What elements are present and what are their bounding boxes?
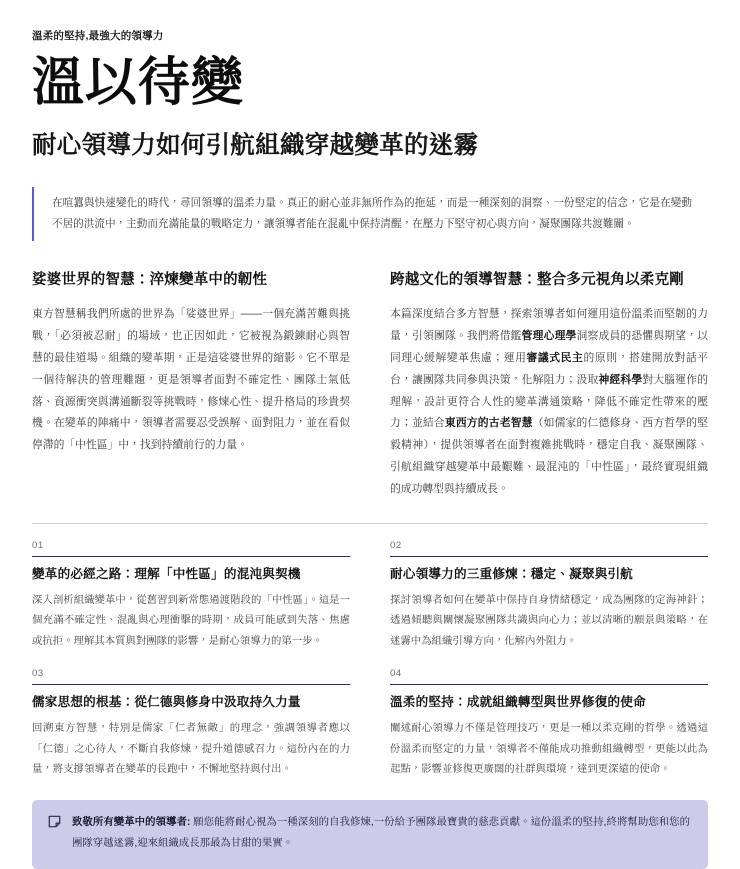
numbered-card	[390, 668, 708, 780]
body-run: 對大腦運作的理解，設計更符合人性的變革溝通策略，降低不確定性帶來的壓力；並結合	[390, 373, 709, 430]
card-heading: 耐心領導力的三重修煉：穩定、凝聚與引航	[390, 567, 634, 582]
page-title: 溫以待變	[32, 53, 245, 112]
callout-text	[72, 813, 690, 854]
body-run: 的原則，搭建開放對話平台，讓團隊共同參與決策，化解阻力；汲取	[390, 352, 709, 386]
card-number: 03	[32, 667, 44, 679]
card-heading: 儒家思想的根基：從仁德與修身中汲取持久力量	[32, 695, 301, 710]
body-run: 洞察成員的恐懼與期望，以同理心緩解變革焦慮；運用	[390, 330, 709, 365]
essay-columns	[32, 271, 708, 501]
card-body: 深入剖析組織變革中，從舊習到新常態過渡階段的「中性區」。這是一個充滿不確定性、混亂與心理衝擊的時期，成員可能感到失落、焦慮或抗拒。理解其本質與對團隊的影響，是耐心領導力的第一步。	[32, 595, 350, 647]
card-number: 04	[390, 667, 402, 679]
essay-column-left	[32, 271, 350, 501]
numbered-card	[390, 540, 708, 652]
intro-blockquote	[32, 187, 708, 241]
card-body: 闡述耐心領導力不僅是管理技巧，更是一種以柔克剛的哲學。透過這份溫柔而堅定的力量，領導者不僅能成功推動組織轉型，更能以此為起點，影響並修復更廣闊的社群與環境，達到更深遠的使命。	[390, 723, 708, 776]
essay-body-right	[390, 304, 708, 500]
emphasis-term: 神經科學	[598, 373, 643, 386]
emphasis-term: 東西方的古老智慧	[444, 417, 533, 430]
essay-body-left: 東方智慧稱我們所處的世界為「娑婆世界」——一個充滿苦難與挑戰，「必須被忍耐」的場域，也正因如此，它被視為鍛鍊耐心與智慧的最佳道場。組織的變革期，正是這娑婆世界的縮影。它不單是一個待解決的管理難題，更是領導者面對不確定性、團隊士氣低落、資源衝突與溝通斷裂等挑戰時，修煉心性、提升格局的珍貴契機。在變革的陣痛中，領導者需要忍受誤解、面對阻力，並在看似停滯的「中性區」中，找到持續前行的力量。	[32, 308, 350, 452]
card-rule	[32, 556, 350, 557]
card-heading: 變革的必經之路：理解「中性區」的混沌與契機	[32, 567, 301, 582]
essay-column-right	[390, 271, 708, 501]
card-number: 01	[32, 539, 44, 551]
body-run: 本篇深度結合多方智慧，探索領導者如何運用這份溫柔而堅韌的力量，引領團隊。我們將借鑑	[390, 308, 708, 343]
page-subtitle: 耐心領導力如何引航組織穿越變革的迷霧	[32, 131, 479, 159]
intro-text: 在喧囂與快速變化的時代，尋回領導的溫柔力量。真正的耐心並非無所作為的拖延，而是一種深刻的洞察、一份堅定的信念，它是在變動不居的洪流中，主動而充滿能量的戰略定力，讓領導者能在混亂中保持清醒，在壓力下堅守初心與方向，凝聚團隊共渡難關。	[52, 196, 692, 230]
emphasis-term: 管理心理學	[521, 330, 577, 343]
essay-heading-left: 娑婆世界的智慧：淬煉變革中的韌性	[32, 271, 268, 288]
closing-callout	[32, 800, 708, 869]
card-rule	[390, 556, 708, 557]
eyebrow-text: 溫柔的堅持,最強大的領導力	[32, 30, 164, 42]
document-header	[32, 30, 708, 161]
card-heading: 溫柔的堅持：成就組織轉型與世界修復的使命	[390, 695, 646, 710]
numbered-card	[32, 540, 350, 652]
card-body: 回溯東方智慧，特別是儒家「仁者無敵」的理念，強調領導者應以「仁德」之心待人，不斷自我修煉，提升道德感召力。這份內在的力量，將支撐領導者在變革的長跑中，不懈地堅持與付出。	[32, 723, 350, 776]
callout-lead: 致敬所有變革中的領導者:	[72, 817, 191, 829]
card-rule	[32, 684, 350, 685]
callout-body: 願您能將耐心視為一種深刻的自我修煉,一份給予團隊最寶貴的慈悲貢獻。這份溫柔的堅持,終將幫助您和您的團隊穿越迷霧,迎來組織成長那最為甘甜的果實。	[72, 817, 691, 849]
body-run: （如儒家的仁德修身、西方哲學的堅毅精神），提供領導者在面對複雜挑戰時，穩定自我、凝聚團隊、引航組織穿越變革中最艱難、最混沌的「中性區」，最終實現組織的成功轉型與持續成長。	[390, 417, 709, 495]
section-divider	[32, 523, 708, 524]
card-body: 探討領導者如何在變革中保持自身情緒穩定，成為團隊的定海神針；透過傾聽與關懷凝聚團隊共識與向心力；並以清晰的願景與策略，在迷霧中為組織引導方向，化解內外阻力。	[390, 595, 708, 647]
note-icon	[48, 815, 61, 828]
essay-heading-right: 跨越文化的領導智慧：整合多元視角以柔克剛	[390, 271, 684, 288]
numbered-card	[32, 668, 350, 780]
card-rule	[390, 684, 708, 685]
card-number: 02	[390, 539, 402, 551]
numbered-cards-grid	[32, 540, 708, 781]
emphasis-term: 審議式民主	[526, 352, 584, 365]
